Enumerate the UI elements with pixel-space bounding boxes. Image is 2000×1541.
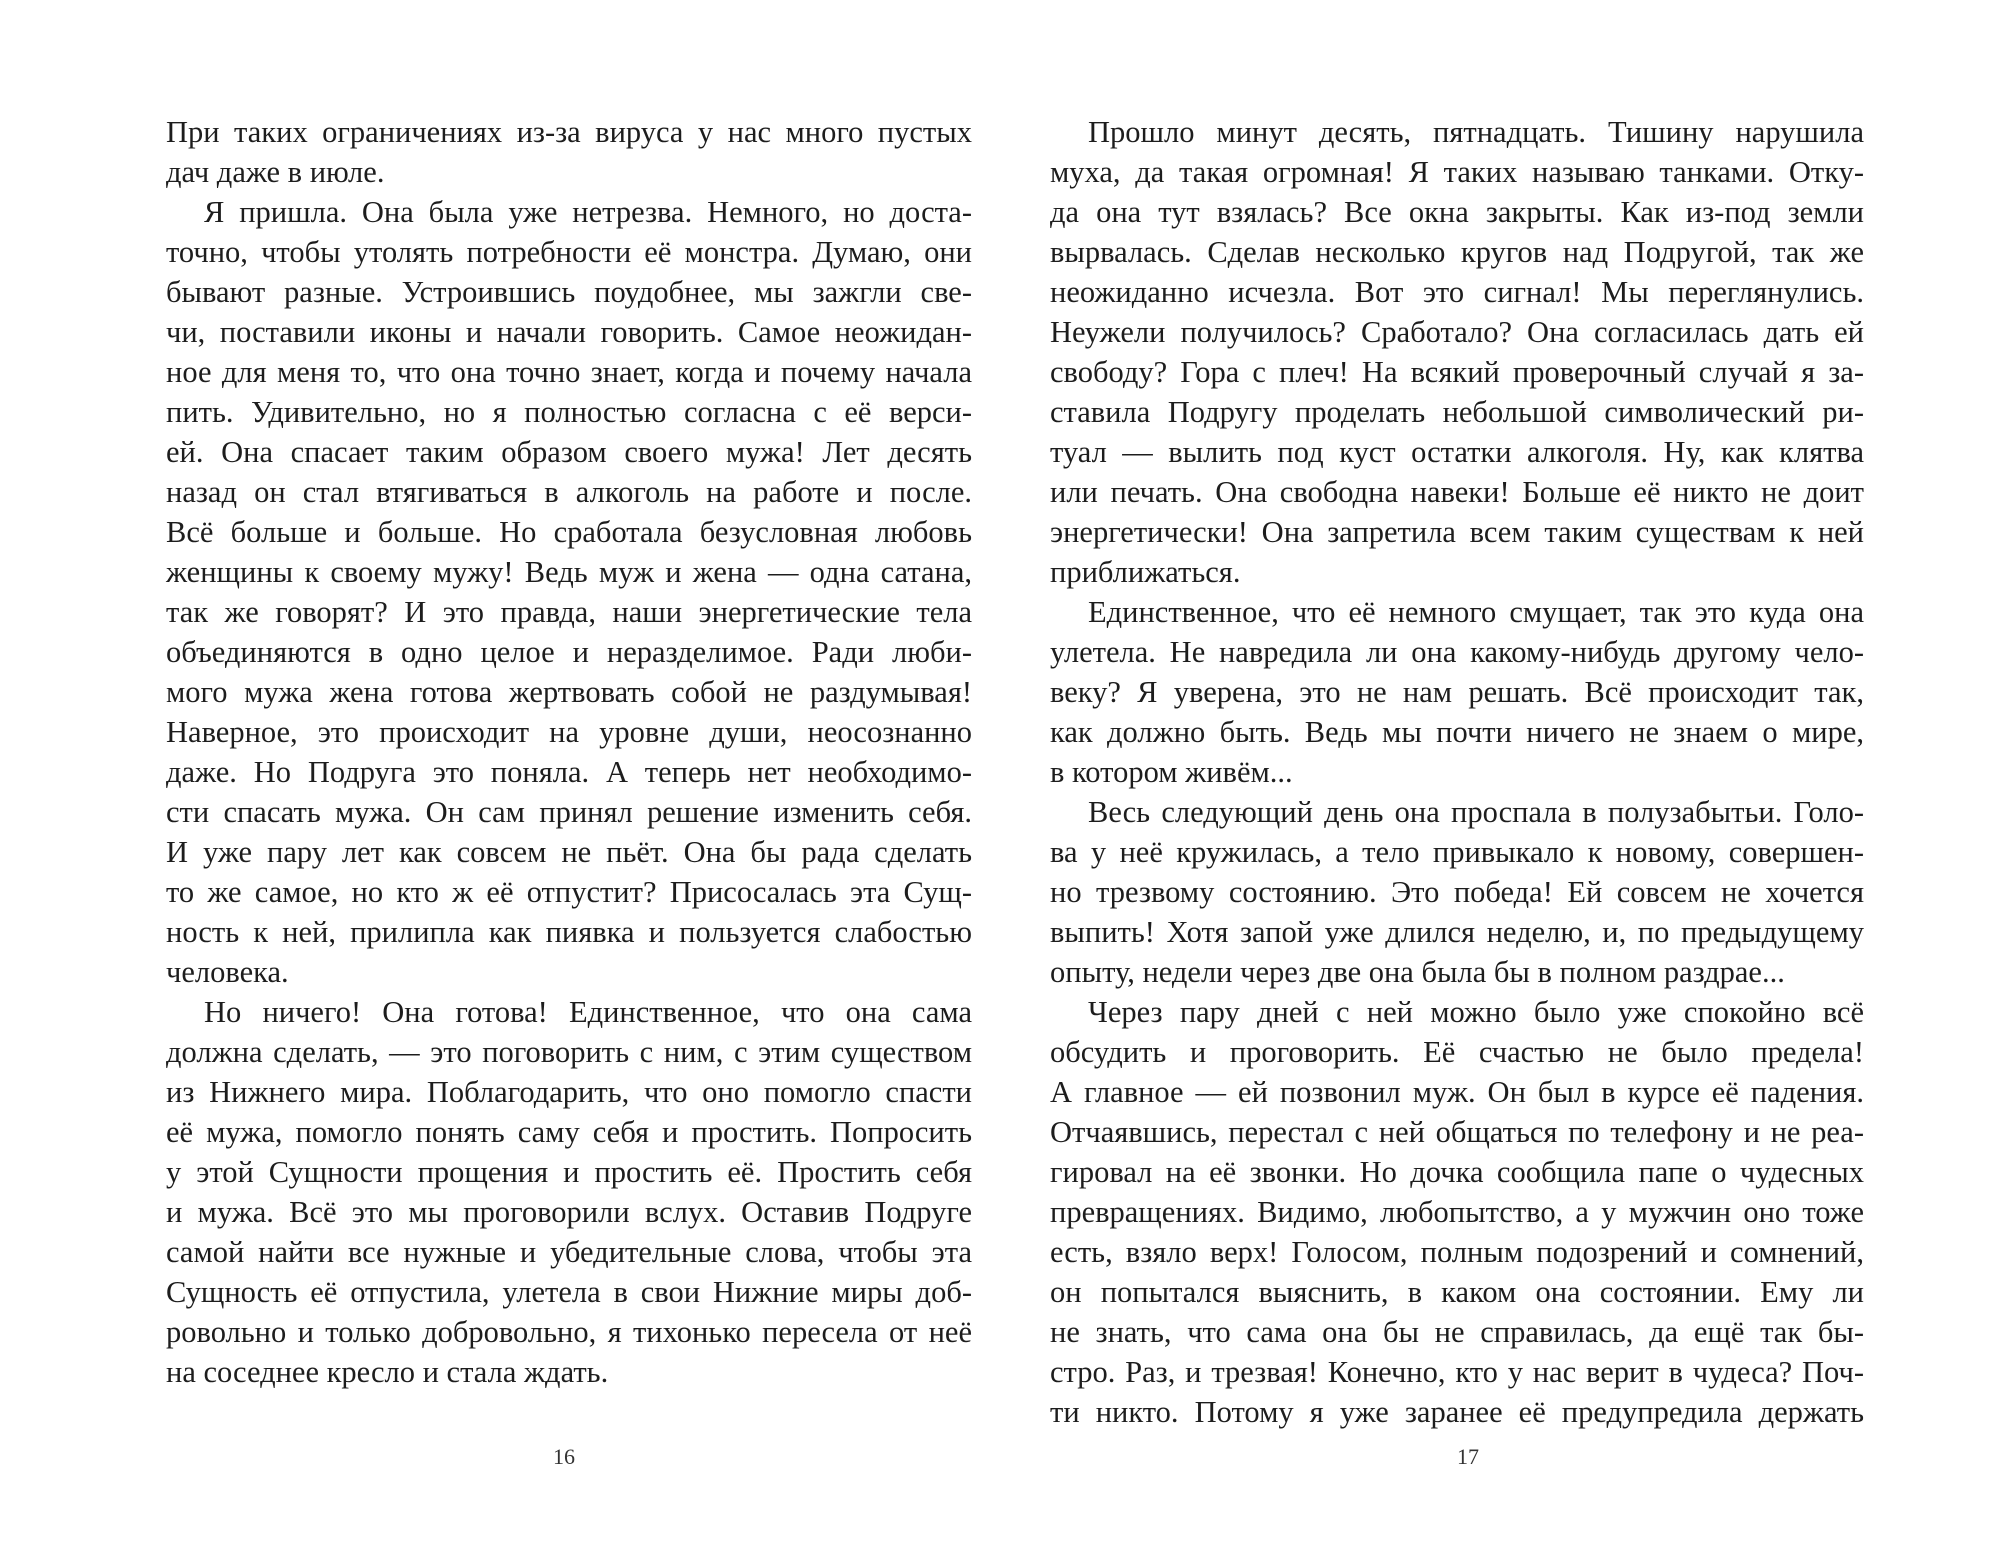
text-line: не знать, что сама она бы не справилась, да ещё так бы- bbox=[1050, 1315, 1864, 1349]
text-line: да она тут взялась? Все окна закрыты. Как из-под земли bbox=[1050, 195, 1864, 229]
text-line: ное для меня то, что она точно знает, когда и почему начала bbox=[166, 355, 972, 389]
left-page-number: 16 bbox=[553, 1444, 575, 1469]
text-line: ва у неё кружилась, а тело привыкало к новому, совершен- bbox=[1050, 835, 1864, 869]
text-line: превращениях. Видимо, любопытство, а у мужчин оно тоже bbox=[1050, 1195, 1864, 1229]
text-line: есть, взяло верх! Голосом, полным подозрений и сомнений, bbox=[1050, 1235, 1864, 1269]
text-line: При таких ограничениях из-за вируса у нас много пустых bbox=[166, 115, 972, 149]
text-line: назад он стал втягиваться в алкоголь на работе и после. bbox=[166, 475, 972, 509]
text-line: Сущность её отпустила, улетела в свои Нижние миры доб- bbox=[166, 1275, 972, 1309]
text-line: чи, поставили иконы и начали говорить. Самое неожидан- bbox=[166, 315, 972, 349]
text-line: Весь следующий день она проспала в полузабытьи. Голо- bbox=[1088, 795, 1864, 829]
text-line: Наверное, это происходит на уровне души, неосознанно bbox=[166, 715, 972, 749]
text-line: из Нижнего мира. Поблагодарить, что оно помогло спасти bbox=[166, 1075, 972, 1109]
text-line: сти спасать мужа. Он сам принял решение изменить себя. bbox=[166, 795, 972, 829]
text-line: гировал на её звонки. Но дочка сообщила папе о чудесных bbox=[1050, 1155, 1864, 1189]
text-line: И уже пару лет как совсем не пьёт. Она бы рада сделать bbox=[166, 835, 972, 869]
text-line: у этой Сущности прощения и простить её. Простить себя bbox=[166, 1155, 972, 1189]
text-line: он попытался выяснить, в каком она состоянии. Ему ли bbox=[1050, 1275, 1864, 1309]
text-line: или печать. Она свободна навеки! Больше её никто не доит bbox=[1050, 475, 1864, 509]
text-line: как должно быть. Ведь мы почти ничего не знаем о мире, bbox=[1050, 715, 1864, 749]
text-line: её мужа, помогло понять саму себя и простить. Попросить bbox=[166, 1115, 972, 1149]
text-line: Неужели получилось? Сработало? Она согласилась дать ей bbox=[1050, 315, 1864, 349]
text-line: Но ничего! Она готова! Единственное, что она сама bbox=[204, 995, 972, 1029]
text-line: в котором живём... bbox=[1050, 755, 1293, 789]
text-line: то же самое, но кто ж её отпустит? Присосалась эта Сущ- bbox=[166, 875, 972, 909]
text-line: туал — вылить под куст остатки алкоголя. Ну, как клятва bbox=[1050, 435, 1864, 469]
text-line: даже. Но Подруга это поняла. А теперь нет необходимо- bbox=[166, 755, 972, 789]
text-line: муха, да такая огромная! Я таких называю танками. Отку- bbox=[1050, 155, 1864, 189]
text-line: самой найти все нужные и убедительные слова, чтобы эта bbox=[166, 1235, 972, 1269]
text-line: должна сделать, — это поговорить с ним, с этим существом bbox=[166, 1035, 972, 1069]
text-line: Прошло минут десять, пятнадцать. Тишину нарушила bbox=[1088, 115, 1864, 149]
text-line: бывают разные. Устроившись поудобнее, мы зажгли све- bbox=[166, 275, 972, 309]
text-line: стро. Раз, и трезвая! Конечно, кто у нас верит в чудеса? Поч- bbox=[1050, 1355, 1864, 1389]
text-line: свободу? Гора с плеч! На всякий проверочный случай я за- bbox=[1050, 355, 1864, 389]
text-line: Единственное, что её немного смущает, так это куда она bbox=[1088, 595, 1864, 629]
left-page-text bbox=[166, 112, 972, 1392]
text-line: ти никто. Потому я уже заранее её предупредила держать bbox=[1050, 1395, 1864, 1429]
text-line: веку? Я уверена, это не нам решать. Всё происходит так, bbox=[1050, 675, 1864, 709]
text-line: пить. Удивительно, но я полностью согласна с её верси- bbox=[166, 395, 972, 429]
text-line: опыту, недели через две она была бы в полном раздрае... bbox=[1050, 955, 1785, 989]
text-line: объединяются в одно целое и неразделимое. Ради люби- bbox=[166, 635, 972, 669]
text-line: точно, чтобы утолять потребности её монстра. Думаю, они bbox=[166, 235, 972, 269]
text-line: Через пару дней с ней можно было уже спокойно всё bbox=[1088, 995, 1864, 1029]
text-line: энергетически! Она запретила всем таким существам к ней bbox=[1050, 515, 1864, 549]
text-line: Я пришла. Она была уже нетрезва. Немного, но доста- bbox=[204, 195, 972, 229]
text-line: ставила Подругу проделать небольшой символический ри- bbox=[1050, 395, 1864, 429]
text-line: так же говорят? И это правда, наши энергетические тела bbox=[166, 595, 972, 629]
text-line: Всё больше и больше. Но сработала безусловная любовь bbox=[166, 515, 972, 549]
text-line: А главное — ей позвонил муж. Он был в курсе её падения. bbox=[1050, 1075, 1864, 1109]
text-line: женщины к своему мужу! Ведь муж и жена — одна сатана, bbox=[166, 555, 972, 589]
text-line: на соседнее кресло и стала ждать. bbox=[166, 1355, 609, 1389]
text-line: мого мужа жена готова жертвовать собой не раздумывая! bbox=[166, 675, 972, 709]
text-line: ность к ней, прилипла как пиявка и пользуется слабостью bbox=[166, 915, 972, 949]
text-line: обсудить и проговорить. Её счастью не было предела! bbox=[1050, 1035, 1864, 1069]
text-line: неожиданно исчезла. Вот это сигнал! Мы переглянулись. bbox=[1050, 275, 1864, 309]
text-line: улетела. Не навредила ли она какому-нибудь другому чело- bbox=[1050, 635, 1864, 669]
text-line: дач даже в июле. bbox=[166, 155, 385, 189]
text-line: ей. Она спасает таким образом своего мужа! Лет десять bbox=[166, 435, 972, 469]
text-line: человека. bbox=[166, 955, 289, 989]
text-line: ровольно и только добровольно, я тихонько пересела от неё bbox=[166, 1315, 972, 1349]
right-page-text bbox=[1050, 112, 1864, 1432]
text-line: но трезвому состоянию. Это победа! Ей совсем не хочется bbox=[1050, 875, 1864, 909]
text-line: вырвалась. Сделав несколько кругов над Подругой, так же bbox=[1050, 235, 1864, 269]
text-line: и мужа. Всё это мы проговорили вслух. Оставив Подруге bbox=[166, 1195, 972, 1229]
text-line: выпить! Хотя запой уже длился неделю, и, по предыдущему bbox=[1050, 915, 1864, 949]
text-line: приближаться. bbox=[1050, 555, 1241, 589]
right-page-number: 17 bbox=[1457, 1444, 1479, 1469]
text-line: Отчаявшись, перестал с ней общаться по телефону и не реа- bbox=[1050, 1115, 1864, 1149]
